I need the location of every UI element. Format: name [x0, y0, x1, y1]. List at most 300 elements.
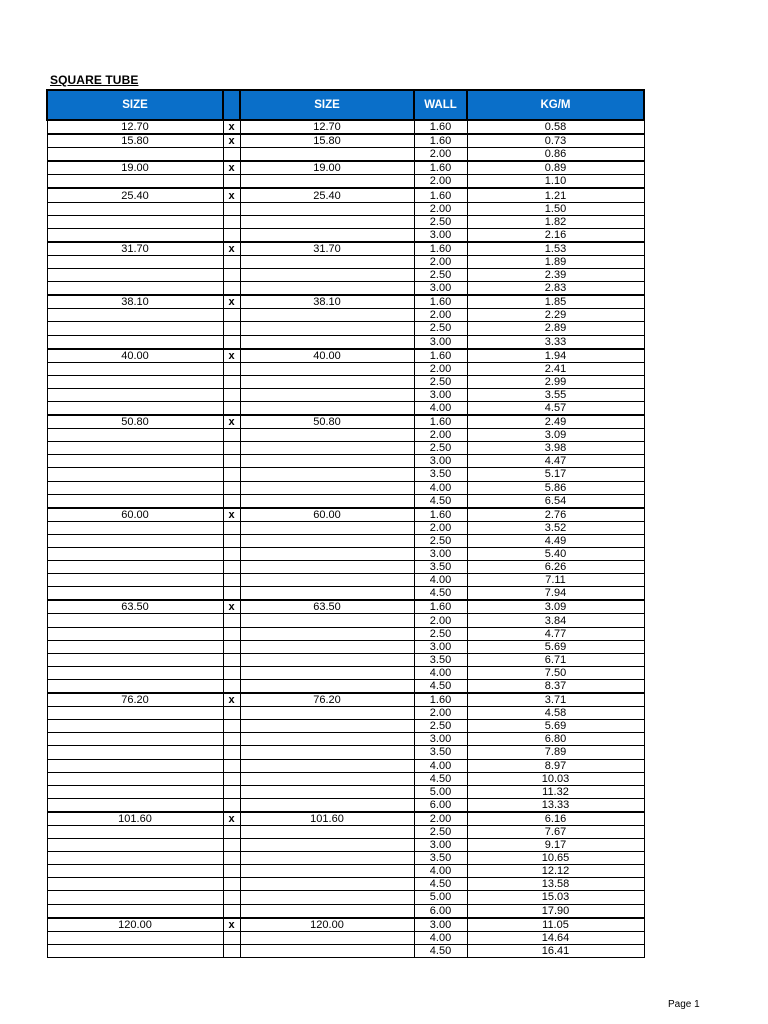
size-b-cell	[240, 931, 414, 944]
kgm-cell: 6.54	[467, 494, 644, 508]
size-b-cell	[240, 561, 414, 574]
x-cell: x	[223, 508, 240, 522]
table-row	[47, 295, 644, 309]
wall-cell: 2.00	[414, 175, 467, 189]
size-b-cell	[240, 494, 414, 508]
table-row	[47, 415, 644, 429]
size-b-cell	[240, 852, 414, 865]
x-cell	[223, 362, 240, 375]
x-cell	[223, 335, 240, 349]
table-row	[47, 825, 644, 838]
table-row	[47, 442, 644, 455]
table-row	[47, 561, 644, 574]
table-row	[47, 640, 644, 653]
table-row	[47, 733, 644, 746]
size-a-cell	[47, 282, 223, 296]
x-cell	[223, 309, 240, 322]
size-b-cell	[240, 175, 414, 189]
kgm-cell: 7.50	[467, 666, 644, 679]
kgm-cell: 16.41	[467, 944, 644, 957]
size-b-cell	[240, 733, 414, 746]
size-b-cell	[240, 707, 414, 720]
kgm-cell: 2.83	[467, 282, 644, 296]
square-tube-table	[46, 89, 645, 958]
size-a-cell	[47, 627, 223, 640]
size-b-cell: 40.00	[240, 349, 414, 363]
table-row	[47, 429, 644, 442]
x-cell	[223, 852, 240, 865]
size-b-cell: 31.70	[240, 242, 414, 256]
table-row	[47, 798, 644, 812]
size-b-cell: 63.50	[240, 600, 414, 614]
x-cell	[223, 865, 240, 878]
size-b-cell: 15.80	[240, 134, 414, 148]
wall-cell: 1.60	[414, 415, 467, 429]
kgm-cell: 1.82	[467, 215, 644, 228]
header-x-spacer	[223, 90, 240, 120]
table-row	[47, 891, 644, 904]
size-a-cell: 31.70	[47, 242, 223, 256]
kgm-cell: 1.10	[467, 175, 644, 189]
wall-cell: 3.50	[414, 852, 467, 865]
kgm-cell: 4.77	[467, 627, 644, 640]
kgm-cell: 7.94	[467, 587, 644, 601]
kgm-cell: 0.86	[467, 148, 644, 162]
wall-cell: 2.50	[414, 825, 467, 838]
size-b-cell	[240, 891, 414, 904]
kgm-cell: 7.11	[467, 574, 644, 587]
kgm-cell: 2.99	[467, 375, 644, 388]
x-cell	[223, 904, 240, 918]
size-a-cell	[47, 481, 223, 494]
size-a-cell: 50.80	[47, 415, 223, 429]
kgm-cell: 3.52	[467, 521, 644, 534]
size-b-cell	[240, 548, 414, 561]
size-b-cell	[240, 904, 414, 918]
x-cell	[223, 666, 240, 679]
table-row	[47, 161, 644, 175]
size-a-cell	[47, 309, 223, 322]
size-a-cell	[47, 468, 223, 481]
kgm-cell: 2.76	[467, 508, 644, 522]
size-a-cell	[47, 228, 223, 242]
table-row	[47, 269, 644, 282]
size-a-cell: 38.10	[47, 295, 223, 309]
kgm-cell: 15.03	[467, 891, 644, 904]
table-row	[47, 944, 644, 957]
kgm-cell: 8.97	[467, 759, 644, 772]
wall-cell: 3.00	[414, 335, 467, 349]
size-a-cell	[47, 614, 223, 627]
x-cell: x	[223, 600, 240, 614]
x-cell	[223, 255, 240, 268]
x-cell	[223, 442, 240, 455]
x-cell	[223, 468, 240, 481]
size-b-cell: 101.60	[240, 812, 414, 826]
size-a-cell: 60.00	[47, 508, 223, 522]
x-cell	[223, 401, 240, 415]
wall-cell: 4.50	[414, 772, 467, 785]
table-row	[47, 679, 644, 693]
table-row	[47, 401, 644, 415]
kgm-cell: 1.21	[467, 188, 644, 202]
size-b-cell	[240, 335, 414, 349]
size-a-cell	[47, 429, 223, 442]
table-row	[47, 175, 644, 189]
table-row	[47, 653, 644, 666]
wall-cell: 5.00	[414, 891, 467, 904]
x-cell	[223, 733, 240, 746]
wall-cell: 1.60	[414, 188, 467, 202]
size-b-cell	[240, 944, 414, 957]
size-a-cell	[47, 574, 223, 587]
kgm-cell: 1.53	[467, 242, 644, 256]
size-b-cell	[240, 455, 414, 468]
x-cell	[223, 839, 240, 852]
page-number: Page 1	[668, 999, 700, 1010]
x-cell	[223, 202, 240, 215]
x-cell: x	[223, 242, 240, 256]
x-cell	[223, 931, 240, 944]
size-a-cell	[47, 904, 223, 918]
size-a-cell	[47, 442, 223, 455]
x-cell: x	[223, 415, 240, 429]
table-row	[47, 468, 644, 481]
size-b-cell	[240, 865, 414, 878]
wall-cell: 2.00	[414, 148, 467, 162]
wall-cell: 3.00	[414, 455, 467, 468]
size-b-cell	[240, 785, 414, 798]
size-a-cell	[47, 534, 223, 547]
kgm-cell: 3.98	[467, 442, 644, 455]
wall-cell: 1.60	[414, 134, 467, 148]
table-row	[47, 120, 644, 134]
table-row	[47, 772, 644, 785]
kgm-cell: 13.58	[467, 878, 644, 891]
x-cell	[223, 878, 240, 891]
kgm-cell: 3.84	[467, 614, 644, 627]
x-cell: x	[223, 918, 240, 932]
size-a-cell	[47, 561, 223, 574]
wall-cell: 4.00	[414, 865, 467, 878]
x-cell	[223, 429, 240, 442]
size-a-cell	[47, 215, 223, 228]
kgm-cell: 0.89	[467, 161, 644, 175]
wall-cell: 2.00	[414, 614, 467, 627]
size-a-cell	[47, 785, 223, 798]
wall-cell: 6.00	[414, 798, 467, 812]
wall-cell: 1.60	[414, 693, 467, 707]
table-row	[47, 228, 644, 242]
wall-cell: 4.50	[414, 494, 467, 508]
kgm-cell: 3.09	[467, 600, 644, 614]
kgm-cell: 12.12	[467, 865, 644, 878]
kgm-cell: 11.05	[467, 918, 644, 932]
x-cell	[223, 388, 240, 401]
table-row	[47, 852, 644, 865]
wall-cell: 2.50	[414, 269, 467, 282]
size-b-cell	[240, 375, 414, 388]
x-cell: x	[223, 188, 240, 202]
size-a-cell	[47, 825, 223, 838]
x-cell	[223, 175, 240, 189]
wall-cell: 2.50	[414, 627, 467, 640]
table-row	[47, 521, 644, 534]
wall-cell: 4.50	[414, 587, 467, 601]
x-cell	[223, 627, 240, 640]
table-row	[47, 548, 644, 561]
wall-cell: 4.50	[414, 679, 467, 693]
size-a-cell	[47, 587, 223, 601]
kgm-cell: 5.86	[467, 481, 644, 494]
x-cell	[223, 521, 240, 534]
header-wall: WALL	[414, 90, 467, 120]
wall-cell: 3.50	[414, 468, 467, 481]
size-b-cell	[240, 255, 414, 268]
table-row	[47, 812, 644, 826]
x-cell	[223, 614, 240, 627]
wall-cell: 2.50	[414, 720, 467, 733]
x-cell	[223, 785, 240, 798]
table-row	[47, 627, 644, 640]
x-cell	[223, 561, 240, 574]
table-row	[47, 839, 644, 852]
size-a-cell	[47, 175, 223, 189]
kgm-cell: 5.69	[467, 720, 644, 733]
table-row	[47, 693, 644, 707]
wall-cell: 3.00	[414, 733, 467, 746]
x-cell	[223, 720, 240, 733]
kgm-cell: 0.58	[467, 120, 644, 134]
wall-cell: 2.50	[414, 534, 467, 547]
x-cell	[223, 322, 240, 335]
size-a-cell	[47, 494, 223, 508]
kgm-cell: 2.39	[467, 269, 644, 282]
size-b-cell: 50.80	[240, 415, 414, 429]
table-row	[47, 904, 644, 918]
size-a-cell: 19.00	[47, 161, 223, 175]
size-a-cell	[47, 640, 223, 653]
table-row	[47, 614, 644, 627]
size-b-cell	[240, 362, 414, 375]
x-cell	[223, 228, 240, 242]
x-cell	[223, 772, 240, 785]
size-a-cell	[47, 548, 223, 561]
x-cell	[223, 481, 240, 494]
size-a-cell: 12.70	[47, 120, 223, 134]
kgm-cell: 5.69	[467, 640, 644, 653]
kgm-cell: 6.16	[467, 812, 644, 826]
size-b-cell	[240, 825, 414, 838]
size-b-cell	[240, 878, 414, 891]
size-b-cell	[240, 481, 414, 494]
table-row	[47, 202, 644, 215]
wall-cell: 4.00	[414, 401, 467, 415]
size-b-cell	[240, 148, 414, 162]
table-row	[47, 878, 644, 891]
size-b-cell: 38.10	[240, 295, 414, 309]
kgm-cell: 4.58	[467, 707, 644, 720]
kgm-cell: 5.40	[467, 548, 644, 561]
kgm-cell: 2.29	[467, 309, 644, 322]
wall-cell: 3.00	[414, 839, 467, 852]
table-row	[47, 574, 644, 587]
wall-cell: 3.00	[414, 282, 467, 296]
wall-cell: 4.50	[414, 944, 467, 957]
x-cell	[223, 148, 240, 162]
size-b-cell	[240, 521, 414, 534]
table-row	[47, 508, 644, 522]
size-a-cell	[47, 852, 223, 865]
kgm-cell: 6.80	[467, 733, 644, 746]
size-b-cell	[240, 534, 414, 547]
wall-cell: 4.00	[414, 574, 467, 587]
size-b-cell: 76.20	[240, 693, 414, 707]
kgm-cell: 3.71	[467, 693, 644, 707]
wall-cell: 2.00	[414, 255, 467, 268]
x-cell	[223, 679, 240, 693]
size-b-cell	[240, 679, 414, 693]
wall-cell: 4.00	[414, 481, 467, 494]
wall-cell: 2.00	[414, 429, 467, 442]
size-a-cell	[47, 388, 223, 401]
table-row	[47, 720, 644, 733]
size-b-cell	[240, 401, 414, 415]
kgm-cell: 4.47	[467, 455, 644, 468]
table-row	[47, 785, 644, 798]
kgm-cell: 6.71	[467, 653, 644, 666]
table-row	[47, 455, 644, 468]
kgm-cell: 17.90	[467, 904, 644, 918]
wall-cell: 2.50	[414, 442, 467, 455]
size-b-cell	[240, 746, 414, 759]
kgm-cell: 14.64	[467, 931, 644, 944]
table-row	[47, 587, 644, 601]
kgm-cell: 1.94	[467, 349, 644, 363]
table-row	[47, 918, 644, 932]
size-b-cell: 12.70	[240, 120, 414, 134]
wall-cell: 5.00	[414, 785, 467, 798]
x-cell: x	[223, 295, 240, 309]
size-a-cell	[47, 269, 223, 282]
size-a-cell	[47, 746, 223, 759]
x-cell	[223, 282, 240, 296]
size-b-cell: 120.00	[240, 918, 414, 932]
wall-cell: 4.00	[414, 666, 467, 679]
table-row	[47, 322, 644, 335]
kgm-cell: 2.16	[467, 228, 644, 242]
size-b-cell	[240, 587, 414, 601]
size-a-cell	[47, 322, 223, 335]
table-row	[47, 215, 644, 228]
size-a-cell	[47, 772, 223, 785]
size-b-cell	[240, 282, 414, 296]
table-row	[47, 388, 644, 401]
size-a-cell: 40.00	[47, 349, 223, 363]
wall-cell: 3.50	[414, 653, 467, 666]
size-a-cell	[47, 944, 223, 957]
kgm-cell: 0.73	[467, 134, 644, 148]
table-body	[47, 120, 644, 957]
table-row	[47, 494, 644, 508]
kgm-cell: 2.41	[467, 362, 644, 375]
table-row	[47, 362, 644, 375]
size-a-cell	[47, 335, 223, 349]
size-b-cell	[240, 772, 414, 785]
size-a-cell	[47, 839, 223, 852]
size-a-cell	[47, 720, 223, 733]
size-a-cell	[47, 362, 223, 375]
x-cell: x	[223, 134, 240, 148]
x-cell	[223, 455, 240, 468]
size-b-cell	[240, 640, 414, 653]
table-row	[47, 865, 644, 878]
x-cell	[223, 746, 240, 759]
kgm-cell: 4.49	[467, 534, 644, 547]
size-b-cell	[240, 442, 414, 455]
table-row	[47, 255, 644, 268]
wall-cell: 2.50	[414, 215, 467, 228]
size-b-cell: 19.00	[240, 161, 414, 175]
size-b-cell	[240, 388, 414, 401]
wall-cell: 6.00	[414, 904, 467, 918]
x-cell: x	[223, 693, 240, 707]
table-row	[47, 134, 644, 148]
x-cell: x	[223, 812, 240, 826]
wall-cell: 3.00	[414, 228, 467, 242]
table-row	[47, 759, 644, 772]
wall-cell: 1.60	[414, 161, 467, 175]
wall-cell: 2.00	[414, 202, 467, 215]
size-b-cell	[240, 614, 414, 627]
kgm-cell: 13.33	[467, 798, 644, 812]
wall-cell: 3.50	[414, 561, 467, 574]
kgm-cell: 11.32	[467, 785, 644, 798]
size-b-cell	[240, 215, 414, 228]
wall-cell: 3.00	[414, 548, 467, 561]
x-cell	[223, 269, 240, 282]
table-row	[47, 349, 644, 363]
size-a-cell	[47, 202, 223, 215]
size-a-cell	[47, 733, 223, 746]
x-cell	[223, 944, 240, 957]
wall-cell: 4.50	[414, 878, 467, 891]
wall-cell: 3.00	[414, 640, 467, 653]
size-b-cell	[240, 269, 414, 282]
kgm-cell: 7.89	[467, 746, 644, 759]
size-b-cell	[240, 309, 414, 322]
kgm-cell: 1.50	[467, 202, 644, 215]
kgm-cell: 1.85	[467, 295, 644, 309]
size-a-cell	[47, 679, 223, 693]
size-a-cell	[47, 653, 223, 666]
kgm-cell: 5.17	[467, 468, 644, 481]
wall-cell: 4.00	[414, 931, 467, 944]
wall-cell: 2.00	[414, 812, 467, 826]
x-cell: x	[223, 120, 240, 134]
x-cell	[223, 494, 240, 508]
size-b-cell	[240, 574, 414, 587]
size-a-cell	[47, 865, 223, 878]
table-row	[47, 746, 644, 759]
kgm-cell: 3.55	[467, 388, 644, 401]
size-a-cell	[47, 931, 223, 944]
size-a-cell: 76.20	[47, 693, 223, 707]
x-cell: x	[223, 349, 240, 363]
wall-cell: 2.00	[414, 309, 467, 322]
kgm-cell: 4.57	[467, 401, 644, 415]
table-row	[47, 707, 644, 720]
